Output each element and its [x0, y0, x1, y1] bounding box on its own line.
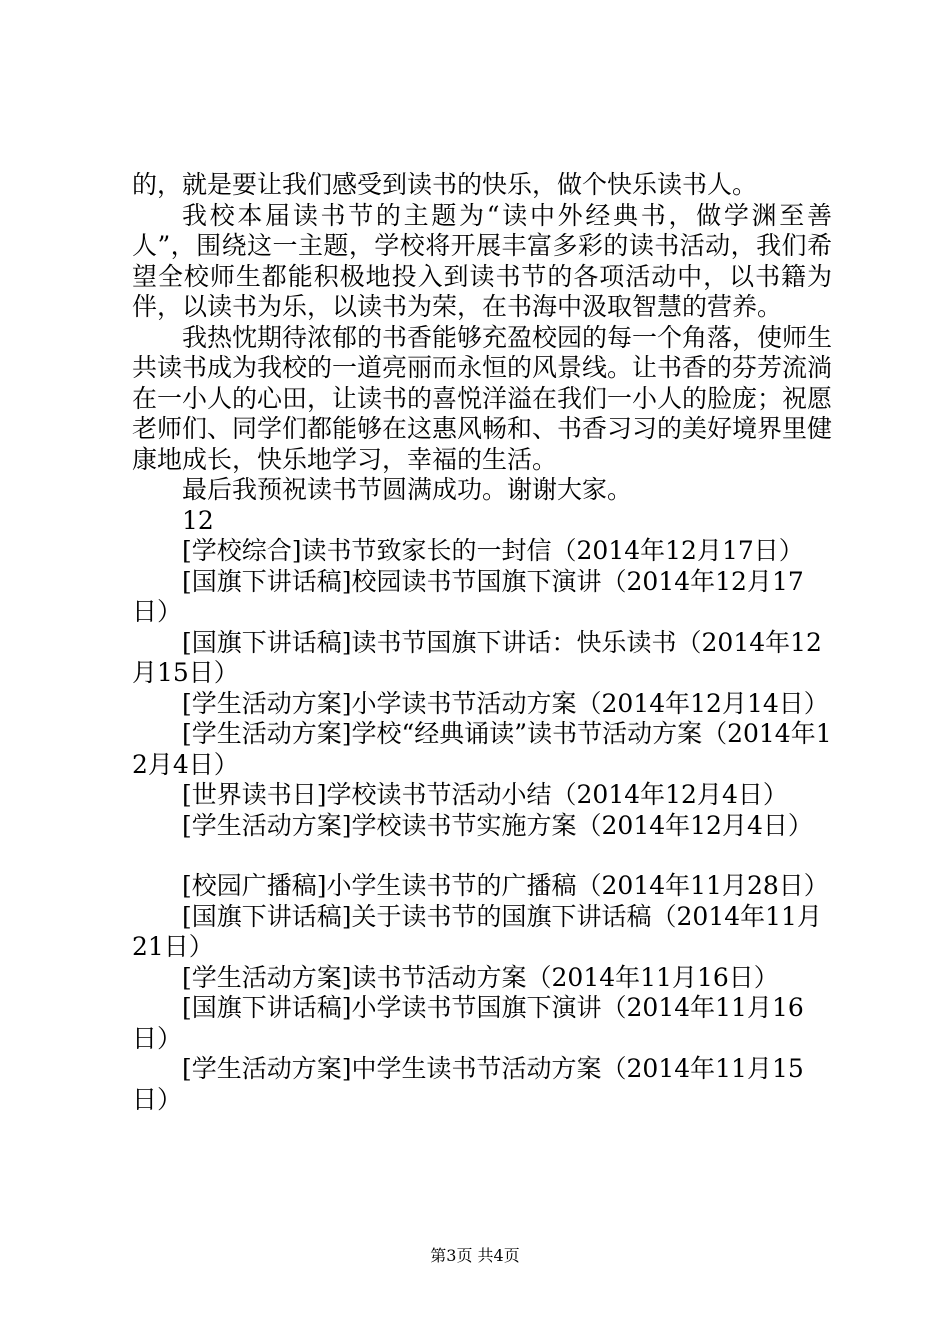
paragraph-wishes: 我热忱期待浓郁的书香能够充盈校园的每一个角落，使师生共读书成为我校的一道亮丽而永恒的风景线。让书香的芬芳流淌在一小人的心田，让读书的喜悦洋溢在我们一小人的脸庞；祝愿老师们、同学们都能够在这惠风畅和、书香习习的美好境界里健康地成长，快乐地学习，幸福的生活。	[132, 322, 833, 474]
paragraph-theme: 我校本届读书节的主题为“读中外经典书，做学渊至善人”，围绕这一主题，学校将开展丰富多彩的读书活动，我们希望全校师生都能积极地投入到读书节的各项活动中，以书籍为伴，以读书为乐，以读书为荣，在书海中汲取智慧的营养。	[132, 200, 832, 321]
related-article-link[interactable]: [国旗下讲话稿]关于读书节的国旗下讲话稿（2014年11月21日）	[132, 901, 822, 961]
related-article-link[interactable]: [校园广播稿]小学生读书节的广播稿（2014年11月28日）	[182, 871, 829, 900]
related-article-link[interactable]: [国旗下讲话稿]读书节国旗下讲话：快乐读书（2014年12月15日）	[132, 627, 822, 687]
paragraph-continuation: 的，就是要让我们感受到读书的快乐，做个快乐读书人。	[132, 170, 758, 199]
related-article-link[interactable]: [世界读书日]学校读书节活动小结（2014年12月4日）	[182, 780, 788, 809]
related-article-link[interactable]: [学生活动方案]学校读书节实施方案（2014年12月4日）	[182, 810, 813, 840]
document-body	[132, 170, 832, 1115]
related-article-link[interactable]: [学生活动方案]中学生读书节活动方案（2014年11月15日）	[132, 1054, 804, 1114]
page-footer: 第3页 共4页	[430, 1246, 520, 1265]
related-article-link[interactable]: [学生活动方案]读书节活动方案（2014年11月16日）	[182, 962, 779, 992]
paragraph-number: 12	[182, 505, 214, 535]
related-article-link[interactable]: [国旗下讲话稿]小学读书节国旗下演讲（2014年11月16日）	[132, 993, 804, 1053]
related-article-link[interactable]: [学生活动方案]小学读书节活动方案（2014年12月14日）	[182, 688, 829, 718]
related-articles-list	[132, 536, 832, 1115]
related-article-link[interactable]: [学校综合]读书节致家长的一封信（2014年12月17日）	[182, 536, 804, 565]
paragraph-closing: 最后我预祝读书节圆满成功。谢谢大家。	[182, 475, 633, 504]
related-article-link[interactable]: [学生活动方案]学校“经典诵读”读书节活动方案（2014年12月4日）	[132, 719, 832, 779]
related-article-link[interactable]: [国旗下讲话稿]校园读书节国旗下演讲（2014年12月17日）	[132, 566, 804, 626]
